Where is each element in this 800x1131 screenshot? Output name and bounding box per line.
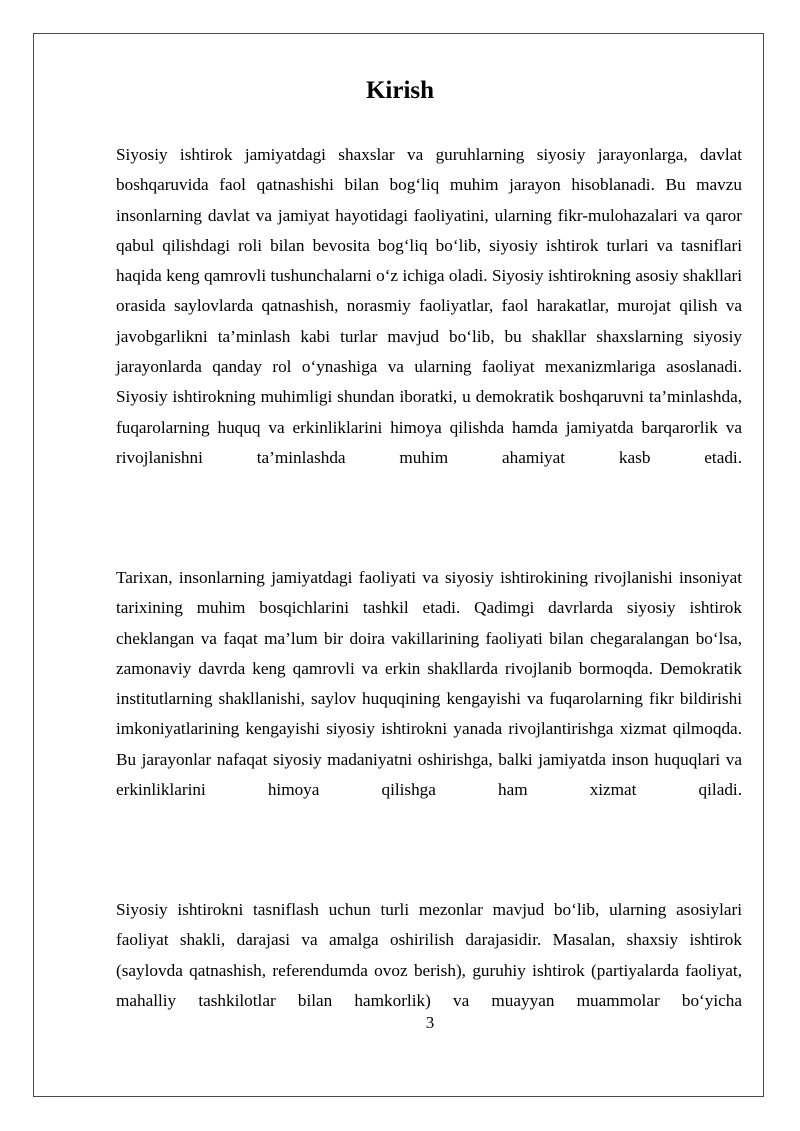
paragraph-history: Tarixan, insonlarning jamiyatdagi faoliyati va siyosiy ishtirokining rivojlanishi insoniyat tarixining muhim bosqichlarini tashkil etadi. Qadimgi davrlarda siyosiy ishtirok cheklangan va faqat ma’lum bir doira vakillarining faoliyati bilan chegaralangan bo‘lsa, zamonaviy davrda keng qamrovli va erkin shakllarda rivojlanib bormoqda. Demokratik institutlarning shakllanishi, saylov huquqining kengayishi va fuqarolarning fikr bildirishi imkoniyatlarining kengayishi siyosiy ishtirokni yanada rivojlantirishga xizmat qilmoqda. Bu jarayonlar nafaqat siyosiy madaniyatni oshirishga, balki jamiyatda inson huquqlari va erkinliklarini himoya qilishga ham xizmat qiladi. — [116, 568, 742, 800]
paragraph-introduction: Siyosiy ishtirok jamiyatdagi shaxslar va guruhlarning siyosiy jarayonlarga, davlat boshqaruvida faol qatnashishi bilan bog‘liq muhim jarayon hisoblanadi. Bu mavzu insonlarning davlat va jamiyat hayotidagi faoliyatini, ularning fikr-mulohazalari va qaror qabul qilishdagi roli bilan bevosita bog‘liq bo‘lib, siyosiy ishtirok turlari va tasniflari haqida keng qamrovli tushunchalarni o‘z ichiga oladi. Siyosiy ishtirokning asosiy shakllari orasida saylovlarda qatnashish, norasmiy faoliyatlar, faol harakatlar, murojat qilish va javobgarlikni ta’minlash kabi turlar mavjud bo‘lib, bu shakllar shaxslarning siyosiy jarayonlarda qanday rol o‘ynashiga va ularning faoliyat mexanizmlariga asoslanadi. Siyosiy ishtirokning muhimligi shundan iboratki, u demokratik boshqaruvni ta’minlashda, fuqarolarning huquq va erkinliklarini himoya qilishda hamda jamiyatda barqarorlik va rivojlanishni ta’minlashda muhim ahamiyat kasb etadi. — [116, 145, 742, 467]
page-number: 3 — [425, 1013, 435, 1032]
paragraph-classification: Siyosiy ishtirokni tasniflash uchun turli mezonlar mavjud bo‘lib, ularning asosiylari faoliyat shakli, darajasi va amalga oshirilish darajasidir. Masalan, shaxsiy ishtirok (saylovda qatnashish, referendumda ovoz berish), guruhiy ishtirok (partiyalarda faoliyat, mahalliy tashkilotlar bilan hamkorlik) va muayyan muammolar bo‘yicha — [116, 900, 742, 1010]
page-title: Kirish — [365, 77, 435, 104]
